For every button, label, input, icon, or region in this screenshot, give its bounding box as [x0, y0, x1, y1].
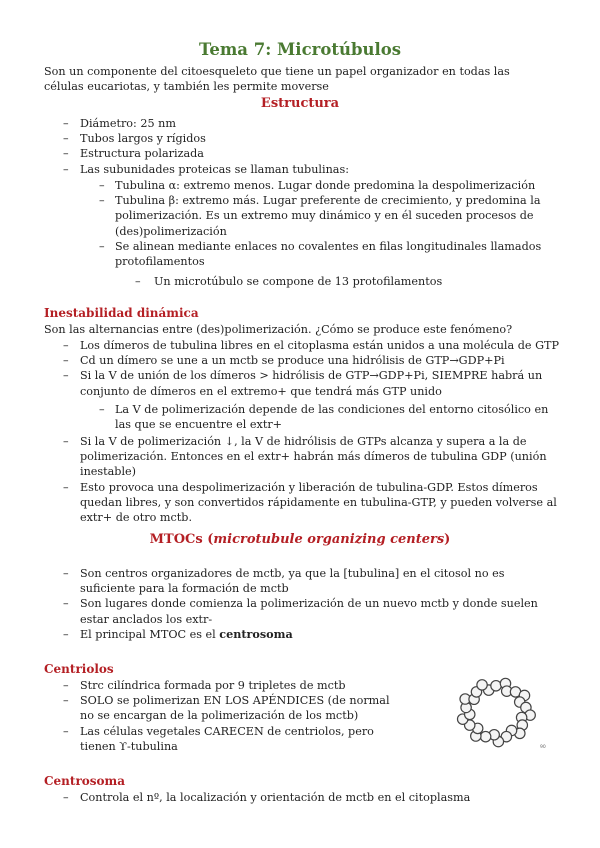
list-item: – Tubos largos y rígidos: [0, 131, 560, 146]
list-item: – Esto provoca una despolimerización y liberación de tubulina-GDP. Estos dímeros quedan libres, y son convertidos rápidamente en tubulina-GTP, y pueden volverse al extr+ de otro mctb.: [0, 480, 560, 526]
list-item: – Cd un dímero se une a un mctb se produce una hidrólisis de GTP→GDP+Pi: [0, 353, 560, 368]
centriolos-list: [0, 678, 400, 754]
centrosoma-list: [0, 790, 560, 805]
centriolos-heading: Centriolos: [44, 662, 114, 676]
estructura-list: [0, 116, 560, 177]
estructura-heading: Estructura: [260, 96, 340, 111]
centrosoma-heading: Centrosoma: [44, 774, 126, 788]
inestabilidad-list: [0, 338, 560, 399]
protofilamentos-sublist: [0, 274, 554, 289]
microtubule-triplet-circle: [477, 680, 487, 690]
microtubule-triplet-circle: [480, 731, 490, 741]
page-title: Tema 7: Microtúbulos: [198, 40, 402, 59]
diagram-caption: 90: [540, 745, 546, 750]
list-item: – Strc cilíndrica formada por 9 tripletes de mctb: [0, 678, 400, 693]
inestabilidad-list-2: [0, 434, 560, 525]
list-item: – La V de polimerización depende de las condiciones del entorno citosólico en las que se encuentre el extr+: [0, 402, 550, 432]
intro-paragraph: Son un componente del citoesqueleto que tiene un papel organizador en todas las células eucariotas, y también les permite moverse: [44, 65, 510, 94]
list-item: – El principal MTOC es el centrosoma: [0, 627, 560, 642]
list-item: – Si la V de polimerización ↓, la V de hidrólisis de GTPs alcanza y supera a la de polimerización. Entonces en el extr+ habrán más dímeros de tubulina GDP (unión inestable): [0, 434, 560, 480]
centrosoma-bold: centrosoma: [219, 626, 293, 641]
list-item: – Tubulina α: extremo menos. Lugar donde predomina la despolimerización: [0, 178, 550, 193]
list-item: – Las subunidades proteicas se llaman tubulinas:: [0, 162, 560, 177]
mtocs-list: [0, 566, 560, 642]
list-item: – Las células vegetales CARECEN de centriolos, pero tienen ϒ-tubulina: [0, 724, 400, 754]
list-item: – Los dímeros de tubulina libres en el citoplasma están unidos a una molécula de GTP: [0, 338, 560, 353]
centriole-triplets-diagram: [448, 672, 546, 752]
list-item: – Se alinean mediante enlaces no covalentes en filas longitudinales llamados protofilamentos: [0, 239, 550, 269]
list-item: – Estructura polarizada: [0, 146, 560, 161]
list-item: – Son centros organizadores de mctb, ya que la [tubulina] en el citosol no es suficiente para la formación de mctb: [0, 566, 560, 596]
list-item: – Si la V de unión de los dímeros > hidrólisis de GTP→GDP+Pi, SIEMPRE habrá un conjunto de dímeros en el extremo+ que tendrá más GTP unido: [0, 368, 560, 398]
inestabilidad-intro: Son las alternancias entre (des)polimerización. ¿Cómo se produce este fenómeno?: [44, 323, 513, 336]
list-item: – Controla el nº, la localización y orientación de mctb en el citoplasma: [0, 790, 560, 805]
list-item: – Un microtúbulo se compone de 13 protofilamentos: [0, 274, 554, 289]
microtubule-triplet-circle: [491, 681, 501, 691]
list-item: – Diámetro: 25 nm: [0, 116, 560, 131]
inestabilidad-heading: Inestabilidad dinámica: [44, 306, 199, 320]
list-item: – SOLO se polimerizan EN LOS APÉNDICES (de normal no se encargan de la polimerización de los mctb): [0, 693, 400, 723]
list-item: – Son lugares donde comienza la polimerización de un nuevo mctb y donde suelen estar anclados los extr-: [0, 596, 560, 626]
inestabilidad-sublist: [0, 402, 550, 432]
tubulinas-sublist: [0, 178, 550, 269]
list-item: – Tubulina β: extremo más. Lugar preferente de crecimiento, y predomina la polimerización. Es un extremo muy dinámico y en él suceden procesos de (des)polimerización: [0, 193, 550, 239]
mtocs-heading: MTOCs (microtubule organizing centers): [149, 532, 451, 547]
